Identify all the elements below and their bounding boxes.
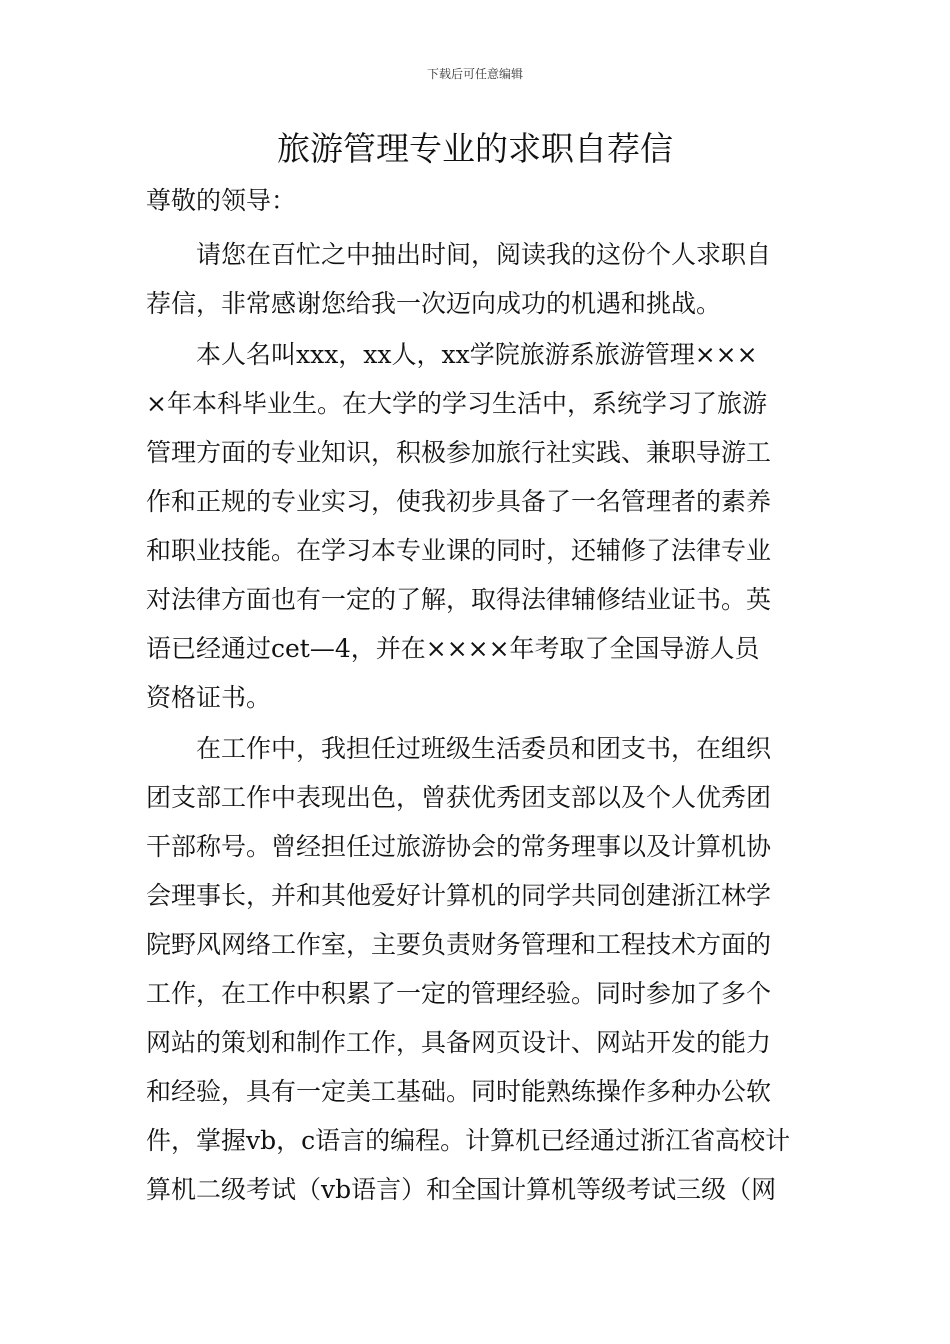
text-line: 和经验，具有一定美工基础。同时能熟练操作多种办公软 — [146, 1077, 772, 1106]
text-line: 干部称号。曾经担任过旅游协会的常务理事以及计算机协 — [146, 832, 772, 861]
text-line: 网站的策划和制作工作，具备网页设计、网站开发的能力 — [146, 1028, 772, 1057]
text-line: 和职业技能。在学习本专业课的同时，还辅修了法律专业 — [146, 536, 772, 565]
text-line: 会理事长，并和其他爱好计算机的同学共同创建浙江林学 — [146, 881, 772, 910]
text-line: 算机二级考试（vb语言）和全国计算机等级考试三级（网 — [146, 1175, 777, 1204]
text-line: 资格证书。 — [146, 683, 272, 712]
paragraph — [146, 230, 810, 328]
paragraph — [146, 724, 810, 1214]
text-line: 管理方面的专业知识，积极参加旅行社实践、兼职导游工 — [146, 438, 772, 467]
letter-body — [146, 230, 810, 1214]
salutation: 尊敬的领导： — [146, 186, 297, 215]
text-line: 团支部工作中表现出色，曾获优秀团支部以及个人优秀团 — [146, 783, 772, 812]
text-line: 对法律方面也有一定的了解，取得法律辅修结业证书。英 — [146, 585, 772, 614]
text-line: 在工作中，我担任过班级生活委员和团支书，在组织 — [146, 734, 772, 763]
text-line: 作和正规的专业实习，使我初步具备了一名管理者的素养 — [146, 487, 772, 516]
text-line: 荐信，非常感谢您给我一次迈向成功的机遇和挑战。 — [146, 289, 722, 318]
document-title: 旅游管理专业的求职自荐信 — [277, 129, 673, 168]
text-line: 件，掌握vb，c语言的编程。计算机已经通过浙江省高校计 — [146, 1126, 791, 1155]
text-line: 工作，在工作中积累了一定的管理经验。同时参加了多个 — [146, 979, 772, 1008]
paragraph — [146, 330, 810, 722]
text-line: 请您在百忙之中抽出时间，阅读我的这份个人求职自 — [146, 240, 772, 269]
text-line: ×年本科毕业生。在大学的学习生活中，系统学习了旅游 — [146, 389, 767, 418]
text-line: 本人名叫xxx，xx人，xx学院旅游系旅游管理××× — [146, 340, 758, 369]
text-line: 院野风网络工作室，主要负责财务管理和工程技术方面的 — [146, 930, 772, 959]
text-line: 语已经通过cet—4，并在××××年考取了全国导游人员 — [146, 634, 760, 663]
header-note: 下载后可任意编辑 — [426, 67, 523, 81]
